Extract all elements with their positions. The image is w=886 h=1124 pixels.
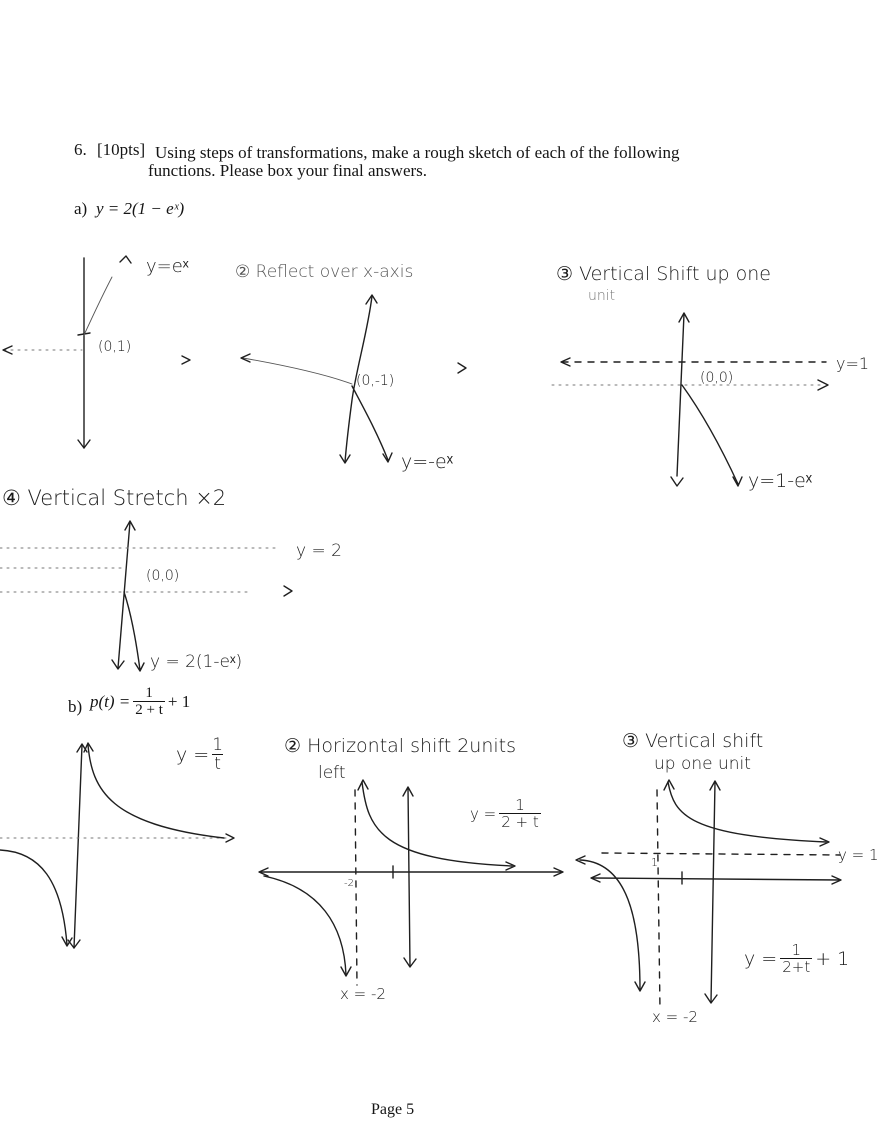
a-s1-point: (0,1) xyxy=(98,339,132,355)
part-b-denominator: 2 + t xyxy=(135,702,163,718)
b-s1-eq-num: 1 xyxy=(212,735,224,755)
b-s3-tick-label: 1 xyxy=(651,856,658,869)
page-number: Page 5 xyxy=(371,1101,415,1118)
problem-points: [10pts] xyxy=(97,140,146,159)
a-s2-curve-label: y=-eˣ xyxy=(401,451,453,473)
a-s3-title-line2: unit xyxy=(588,288,616,304)
b-s3-eq-fraction xyxy=(780,942,812,975)
part-b-tail: + 1 xyxy=(167,691,191,711)
b-s2-eq-lhs: y = xyxy=(470,804,497,823)
b-s3-eq-num: 1 xyxy=(791,941,801,959)
b-s3-eq-lhs: y = xyxy=(744,947,778,970)
a-s4-asymptote: y = 2 xyxy=(296,541,342,561)
b-s2-equation xyxy=(470,797,544,830)
b-s3-title-line1: ③ Vertical shift xyxy=(622,730,764,752)
b-s2-title-line1: ② Horizontal shift 2units xyxy=(284,735,516,757)
b-s1-eq-den: t xyxy=(214,754,221,774)
b-s3-eq-den: 2+t xyxy=(782,958,811,976)
b-s2-tick-label: -2 xyxy=(344,878,354,889)
b-s3-title-line2: up one unit xyxy=(654,754,751,774)
part-b-numerator: 1 xyxy=(145,685,153,701)
b-s2-eq-num: 1 xyxy=(515,796,525,814)
a-sketch1-graph xyxy=(3,256,190,448)
a-sketch4-graph xyxy=(0,521,292,671)
b-s2-eq-fraction xyxy=(499,797,541,830)
part-a-label: a) xyxy=(74,199,88,218)
part-b-lhs: p(t) = xyxy=(90,691,131,711)
b-s3-eq-tail: + 1 xyxy=(815,947,850,970)
instruction-line-1: Using steps of transformations, make a rough sketch of each of the following xyxy=(155,143,680,162)
b-s2-title-line2: left xyxy=(318,763,346,783)
a-s3-title-line1: ③ Vertical Shift up one xyxy=(556,263,771,285)
b-sketch1-graph xyxy=(0,743,234,948)
a-s4-point: (0,0) xyxy=(146,568,180,584)
a-s3-curve-label: y=1-eˣ xyxy=(748,470,813,492)
a-s1-curve-label: y=eˣ xyxy=(146,256,189,277)
a-sketch2-graph xyxy=(241,295,466,463)
a-s3-asymptote: y=1 xyxy=(836,354,870,373)
b-s1-eq-lhs: y = xyxy=(176,743,210,766)
b-s3-v-asymptote: x = -2 xyxy=(652,1008,698,1026)
a-s2-point: (0,-1) xyxy=(356,373,395,389)
a-sketch3-graph xyxy=(552,313,828,486)
part-b-label: b) xyxy=(68,697,83,716)
a-s3-point: (0,0) xyxy=(700,370,734,386)
a-s2-title: ② Reflect over x-axis xyxy=(235,262,414,282)
instruction-line-2: functions. Please box your final answers. xyxy=(148,161,428,180)
b-s2-eq-den: 2 + t xyxy=(501,813,539,831)
part-a-equation: y = 2(1 − eˣ) xyxy=(96,199,185,218)
b-s1-equation xyxy=(176,736,226,773)
b-s1-eq-fraction xyxy=(212,736,223,773)
b-s2-asymptote: x = -2 xyxy=(340,985,386,1003)
b-s3-equation xyxy=(744,942,849,975)
problem-number: 6. xyxy=(74,140,87,159)
b-s3-h-asymptote: y = 1 xyxy=(838,846,879,864)
a-s4-curve-label: y = 2(1-eˣ) xyxy=(150,652,243,672)
a-s4-title: ④ Vertical Stretch ×2 xyxy=(2,486,227,510)
